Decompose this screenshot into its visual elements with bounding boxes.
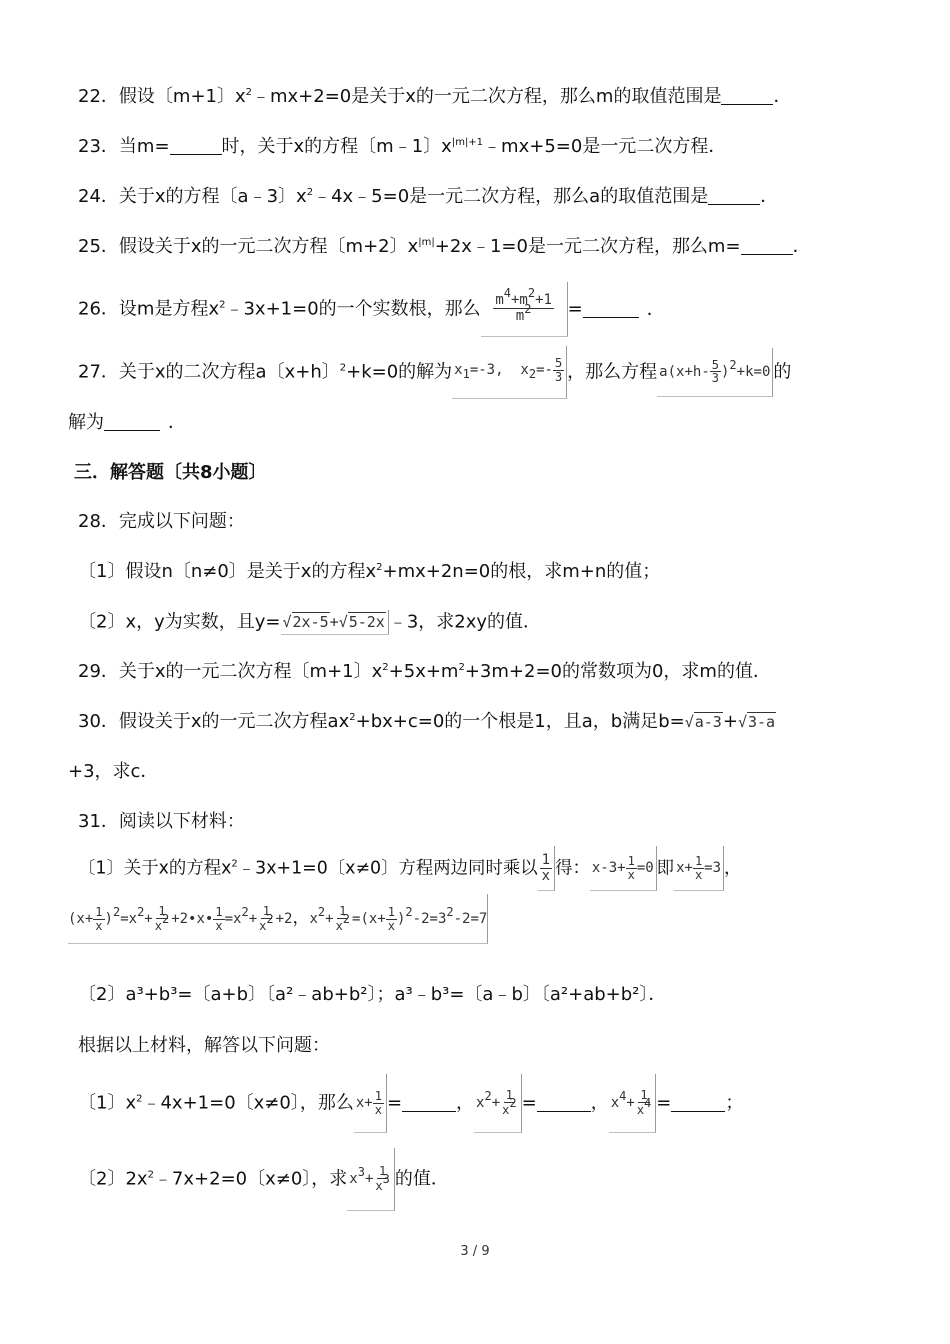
section-heading: 三．解答题〔共8小题〕 [74, 462, 267, 483]
question-28-title: 28．完成以下问题： [78, 511, 245, 532]
answer-blank[interactable] [104, 412, 160, 431]
question-27-line-2: 解为 ． [68, 412, 186, 433]
question-23: 23．当m= 时，关于x的方程〔m﹣1〕$x^{|m|+1}﹣mx+5=0$是一元二次方程． [78, 136, 727, 157]
question-28-part-2: 〔2〕x，y为实数，且y= √2x-5+√5-2x ﹣3，求2xy的值． [78, 610, 541, 635]
answer-blank[interactable] [741, 236, 793, 255]
material-1: 〔1〕关于x的方程$x^2﹣3x+1=0$〔x≠0〕方程两边同时乘以 $\frac{1}{x}$ 得： x-3+ $\frac{1}{x}$ =0 即 x+ $\frac{1}{x}$ =3 ， [78, 846, 741, 891]
roots-image: $x_1=-3$, $x_2=-$ $\frac{5}{3}$ [452, 346, 567, 399]
instructions: 根据以上材料，解答以下问题： [78, 1035, 330, 1056]
page-number: 3 / 9 [460, 1244, 490, 1259]
equation-image: a(x+h- $\frac{5}{3}$ )$^2$+k=0 [657, 348, 773, 397]
answer-blank[interactable] [583, 299, 639, 318]
question-25: 25．假设关于x的一元二次方程〔m+2〕$x^{|m|}+2x﹣1=0$是一元二次方程，那么m= ． [78, 236, 811, 257]
fraction-image: $\frac{m^4+m^2+1}{m^2}$ [481, 282, 568, 337]
question-28-part-1: 〔1〕假设n〔n≠0〕是关于x的方程$x^2+mx+2n=0$的根，求m+n的值； [78, 561, 661, 582]
answer-blank[interactable] [537, 1093, 591, 1112]
sqrt-a-minus-3: √a-3 [684, 713, 722, 731]
question-30-line-2: +3，求c． [68, 761, 159, 782]
answer-blank[interactable] [721, 86, 773, 105]
question-29: 29．关于x的一元二次方程〔m+1〕$x^2+5x+m^2+3m+2=0$的常数项为0，求m的值． [78, 661, 771, 682]
question-24: 24．关于x的方程〔a﹣3〕$x^2﹣4x﹣5=0$是一元二次方程，那么a的取值范围是 ． [78, 186, 779, 207]
answer-blank[interactable] [402, 1093, 456, 1112]
sub-question-2: 〔2〕$2x^2﹣7x+2=0$〔x≠0〕，求 $x^3+$ $\frac{1}{x^3}$ 的值． [78, 1148, 449, 1211]
answer-blank[interactable] [708, 186, 760, 205]
question-22: 22．假设〔m+1〕$x^2﹣mx+2=0$是关于x的一元二次方程，那么m的取值范围是 ． [78, 86, 792, 107]
question-30: 30．假设关于x的一元二次方程$ax^2+bx+c=0$的一个根是1，且a，b满足b=√a-3+√3-a [78, 711, 776, 732]
sub-question-1: 〔1〕$x^2﹣4x+1=0$〔x≠0〕，那么 x+ $\frac{1}{x}$ = ， $x^2+$ $\frac{1}{x^2}$ = ， $x^4+$ $\frac{1}{x^4}$ = ； [78, 1074, 743, 1133]
question-26: 26．设m是方程$x^2﹣3x+1=0$的一个实数根，那么 $\frac{m^4+m^2+1}{m^2}$ = ． [78, 282, 665, 337]
material-2: 〔2〕a³+b³=〔a+b〕〔a²﹣ab+b²〕；a³﹣b³=〔a﹣b〕〔a²+ab+b²〕． [78, 984, 667, 1005]
material-1-derivation: (x+ $\frac{1}{x}$ )$^2=x^2+$ $\frac{1}{x^2}$ +2•x• $\frac{1}{x}$ $=x^2+$ $\frac{1}{x^2}$ +2，$x^2+$ $\frac{1}{x^2}$ =(x+ $\frac{1}{x}$ )$^2-2=3^2-2=7$ [68, 894, 488, 944]
answer-blank[interactable] [671, 1093, 725, 1112]
answer-blank[interactable] [170, 136, 222, 155]
question-27: 27．关于x的二次方程a〔x+h〕$^2$+k=0的解为 $x_1=-3$, $x_2=-$ $\frac{5}{3}$ ，那么方程 a(x+h- $\frac{5}{3}$ )$^2$+k=0 的 [78, 346, 791, 399]
sqrt-3-minus-a: √3-a [737, 713, 776, 731]
question-31-title: 31．阅读以下材料： [78, 811, 245, 832]
sqrt-image: √2x-5+√5-2x [281, 610, 389, 635]
